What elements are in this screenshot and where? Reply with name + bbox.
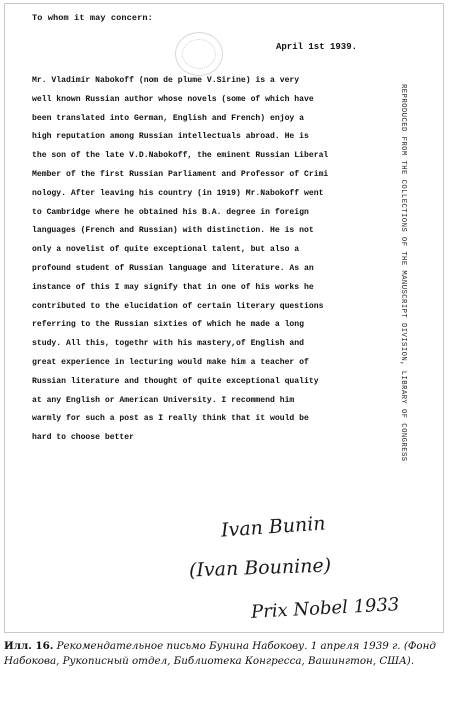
library-seal-stamp bbox=[175, 32, 223, 76]
letter-body-line: high reputation among Russian intellectuals abroad. He is bbox=[32, 132, 309, 142]
letter-body-line: contributed to the elucidation of certain literary questions bbox=[32, 301, 324, 311]
letter-body-line: nology. After leaving his country (in 1919) Mr.Nabokoff went bbox=[32, 188, 324, 198]
letter-body-line: at any English or American University. I recommend him bbox=[32, 395, 295, 405]
letter-body-line: to Cambridge where he obtained his B.A. degree in foreign bbox=[32, 207, 309, 217]
signature-line-french-name: (Ivan Bounine) bbox=[188, 554, 332, 582]
letter-body-line: Member of the first Russian Parliament and Professor of Crimi bbox=[32, 169, 329, 179]
letter-body-line: only a novelist of quite exceptional talent, but also a bbox=[32, 245, 300, 255]
figure-caption bbox=[4, 639, 444, 669]
letter-body-line: been translated into German, English and French) enjoy a bbox=[32, 113, 304, 123]
letter-body-line: languages (French and Russian) with distinction. He is not bbox=[32, 226, 314, 236]
letter-body-line: well known Russian author whose novels (some of which have bbox=[32, 94, 314, 104]
letter-body-line: great experience in lecturing would make him a teacher of bbox=[32, 357, 309, 367]
signature-line-name: Ivan Bunin bbox=[220, 512, 327, 542]
letter-body-line: hard to choose better bbox=[32, 433, 134, 443]
letter-body-line: instance of this I may signify that in one of his works he bbox=[32, 282, 314, 292]
letter-body-line: warmly for such a post as I really think that it would be bbox=[32, 414, 309, 424]
caption-text: Рекомендательное письмо Бунина Набокову. 1 апреля 1939 г. (Фонд Набокова, Рукописный отдел, Библиотека Конгресса, Вашингтон, США). bbox=[4, 640, 436, 667]
caption-label: Илл. 16. bbox=[4, 640, 54, 652]
letter-document bbox=[4, 3, 444, 633]
signature-line-nobel: Prix Nobel 1933 bbox=[250, 594, 400, 623]
letter-body-line: Russian literature and thought of quite exceptional quality bbox=[32, 376, 319, 386]
letter-date: April 1st 1939. bbox=[276, 42, 358, 52]
letter-body-line: profound student of Russian language and literature. As an bbox=[32, 263, 314, 273]
letter-salutation: To whom it may concern: bbox=[32, 13, 153, 23]
letter-body-line: referring to the Russian sixties of which he made a long bbox=[32, 320, 304, 330]
letter-body-line: the son of the late V.D.Nabokoff, the eminent Russian Liberal bbox=[32, 151, 329, 161]
letter-body bbox=[32, 72, 392, 448]
reproduction-notice-text: REPRODUCED FROM THE COLLECTIONS OF THE MANUSCRIPT DIVISION, LIBRARY OF CONGRESS bbox=[399, 84, 407, 462]
letter-body-line: study. All this, togethr with his mastery,of English and bbox=[32, 339, 304, 349]
letter-body-line: Mr. Vladimir Nabokoff (nom de plume V.Sirine) is a very bbox=[32, 76, 300, 85]
